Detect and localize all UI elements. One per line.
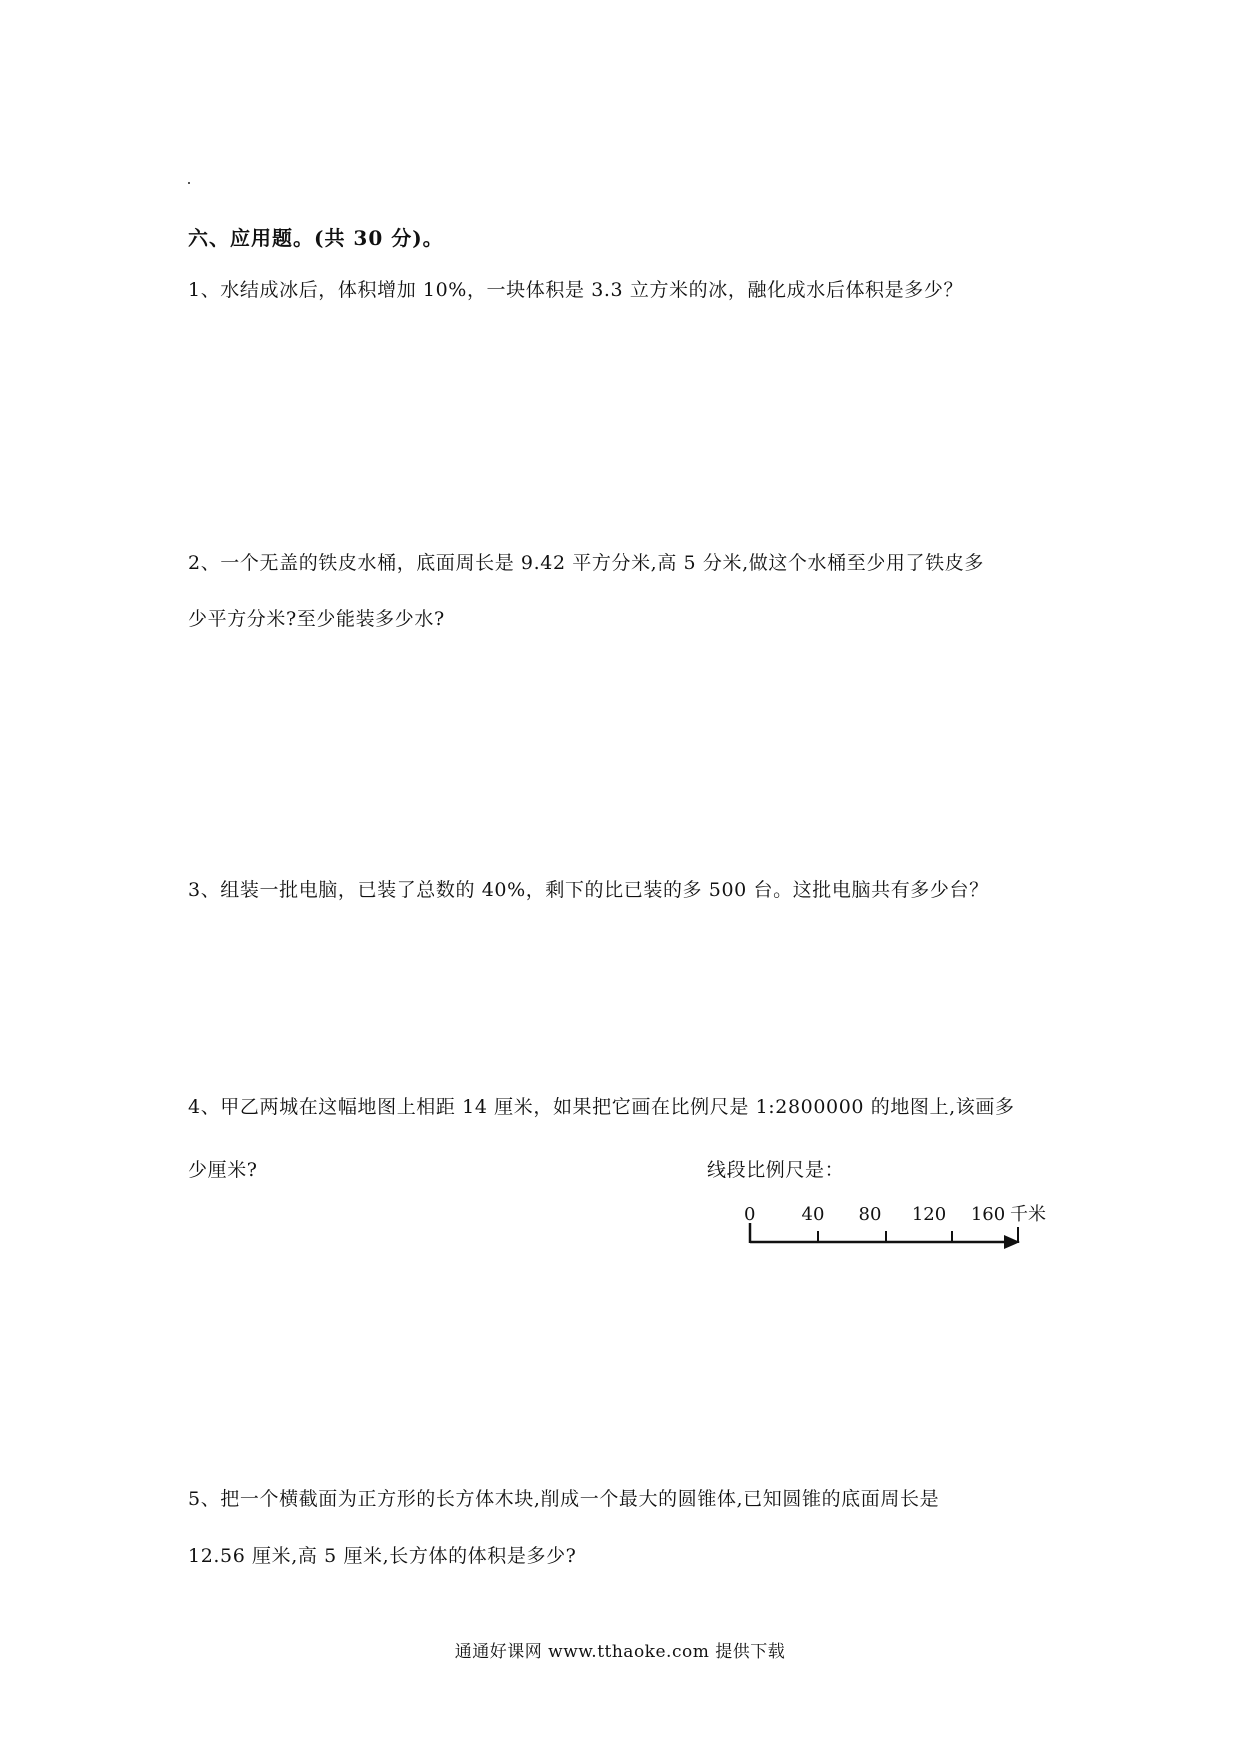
question-2-line-1: 2、一个无盖的铁皮水桶，底面周长是 9.42 平方分米,高 5 分米,做这个水桶至少用了铁皮多 [188, 552, 984, 574]
scale-bar-diagram [740, 1195, 1070, 1275]
scale-tick-label-80: 80 [858, 1204, 882, 1225]
question-4-line-1: 4、甲乙两城在这幅地图上相距 14 厘米，如果把它画在比例尺是 1:2800000 的地图上,该画多 [188, 1096, 1015, 1118]
question-4-line-2: 少厘米? [188, 1159, 258, 1181]
scale-unit-label: 千米 [1010, 1204, 1046, 1225]
question-3-line-1: 3、组装一批电脑，已装了总数的 40%，剩下的比已装的多 500 台。这批电脑共有多少台？ [188, 879, 989, 901]
scale-bar-label: 线段比例尺是： [707, 1159, 845, 1181]
question-5-line-2: 12.56 厘米,高 5 厘米,长方体的体积是多少? [188, 1545, 577, 1567]
stray-mark [188, 182, 190, 184]
question-5-line-1: 5、把一个横截面为正方形的长方体木块,削成一个最大的圆锥体,已知圆锥的底面周长是 [188, 1488, 940, 1510]
question-1-line-1: 1、水结成冰后，体积增加 10%，一块体积是 3.3 立方米的冰，融化成水后体积是多少？ [188, 279, 964, 301]
footer-text: 通通好课网 www.tthaoke.com 提供下载 [454, 1642, 786, 1662]
scale-tick-label-40: 40 [801, 1204, 825, 1225]
section-title: 六、应用题。(共 30 分)。 [188, 226, 444, 250]
scale-tick-label-160: 160 [970, 1204, 1006, 1225]
question-2-line-2: 少平方分米?至少能装多少水? [188, 608, 445, 630]
scale-tick-label-0: 0 [744, 1204, 756, 1225]
scale-tick-label-120: 120 [911, 1204, 947, 1225]
